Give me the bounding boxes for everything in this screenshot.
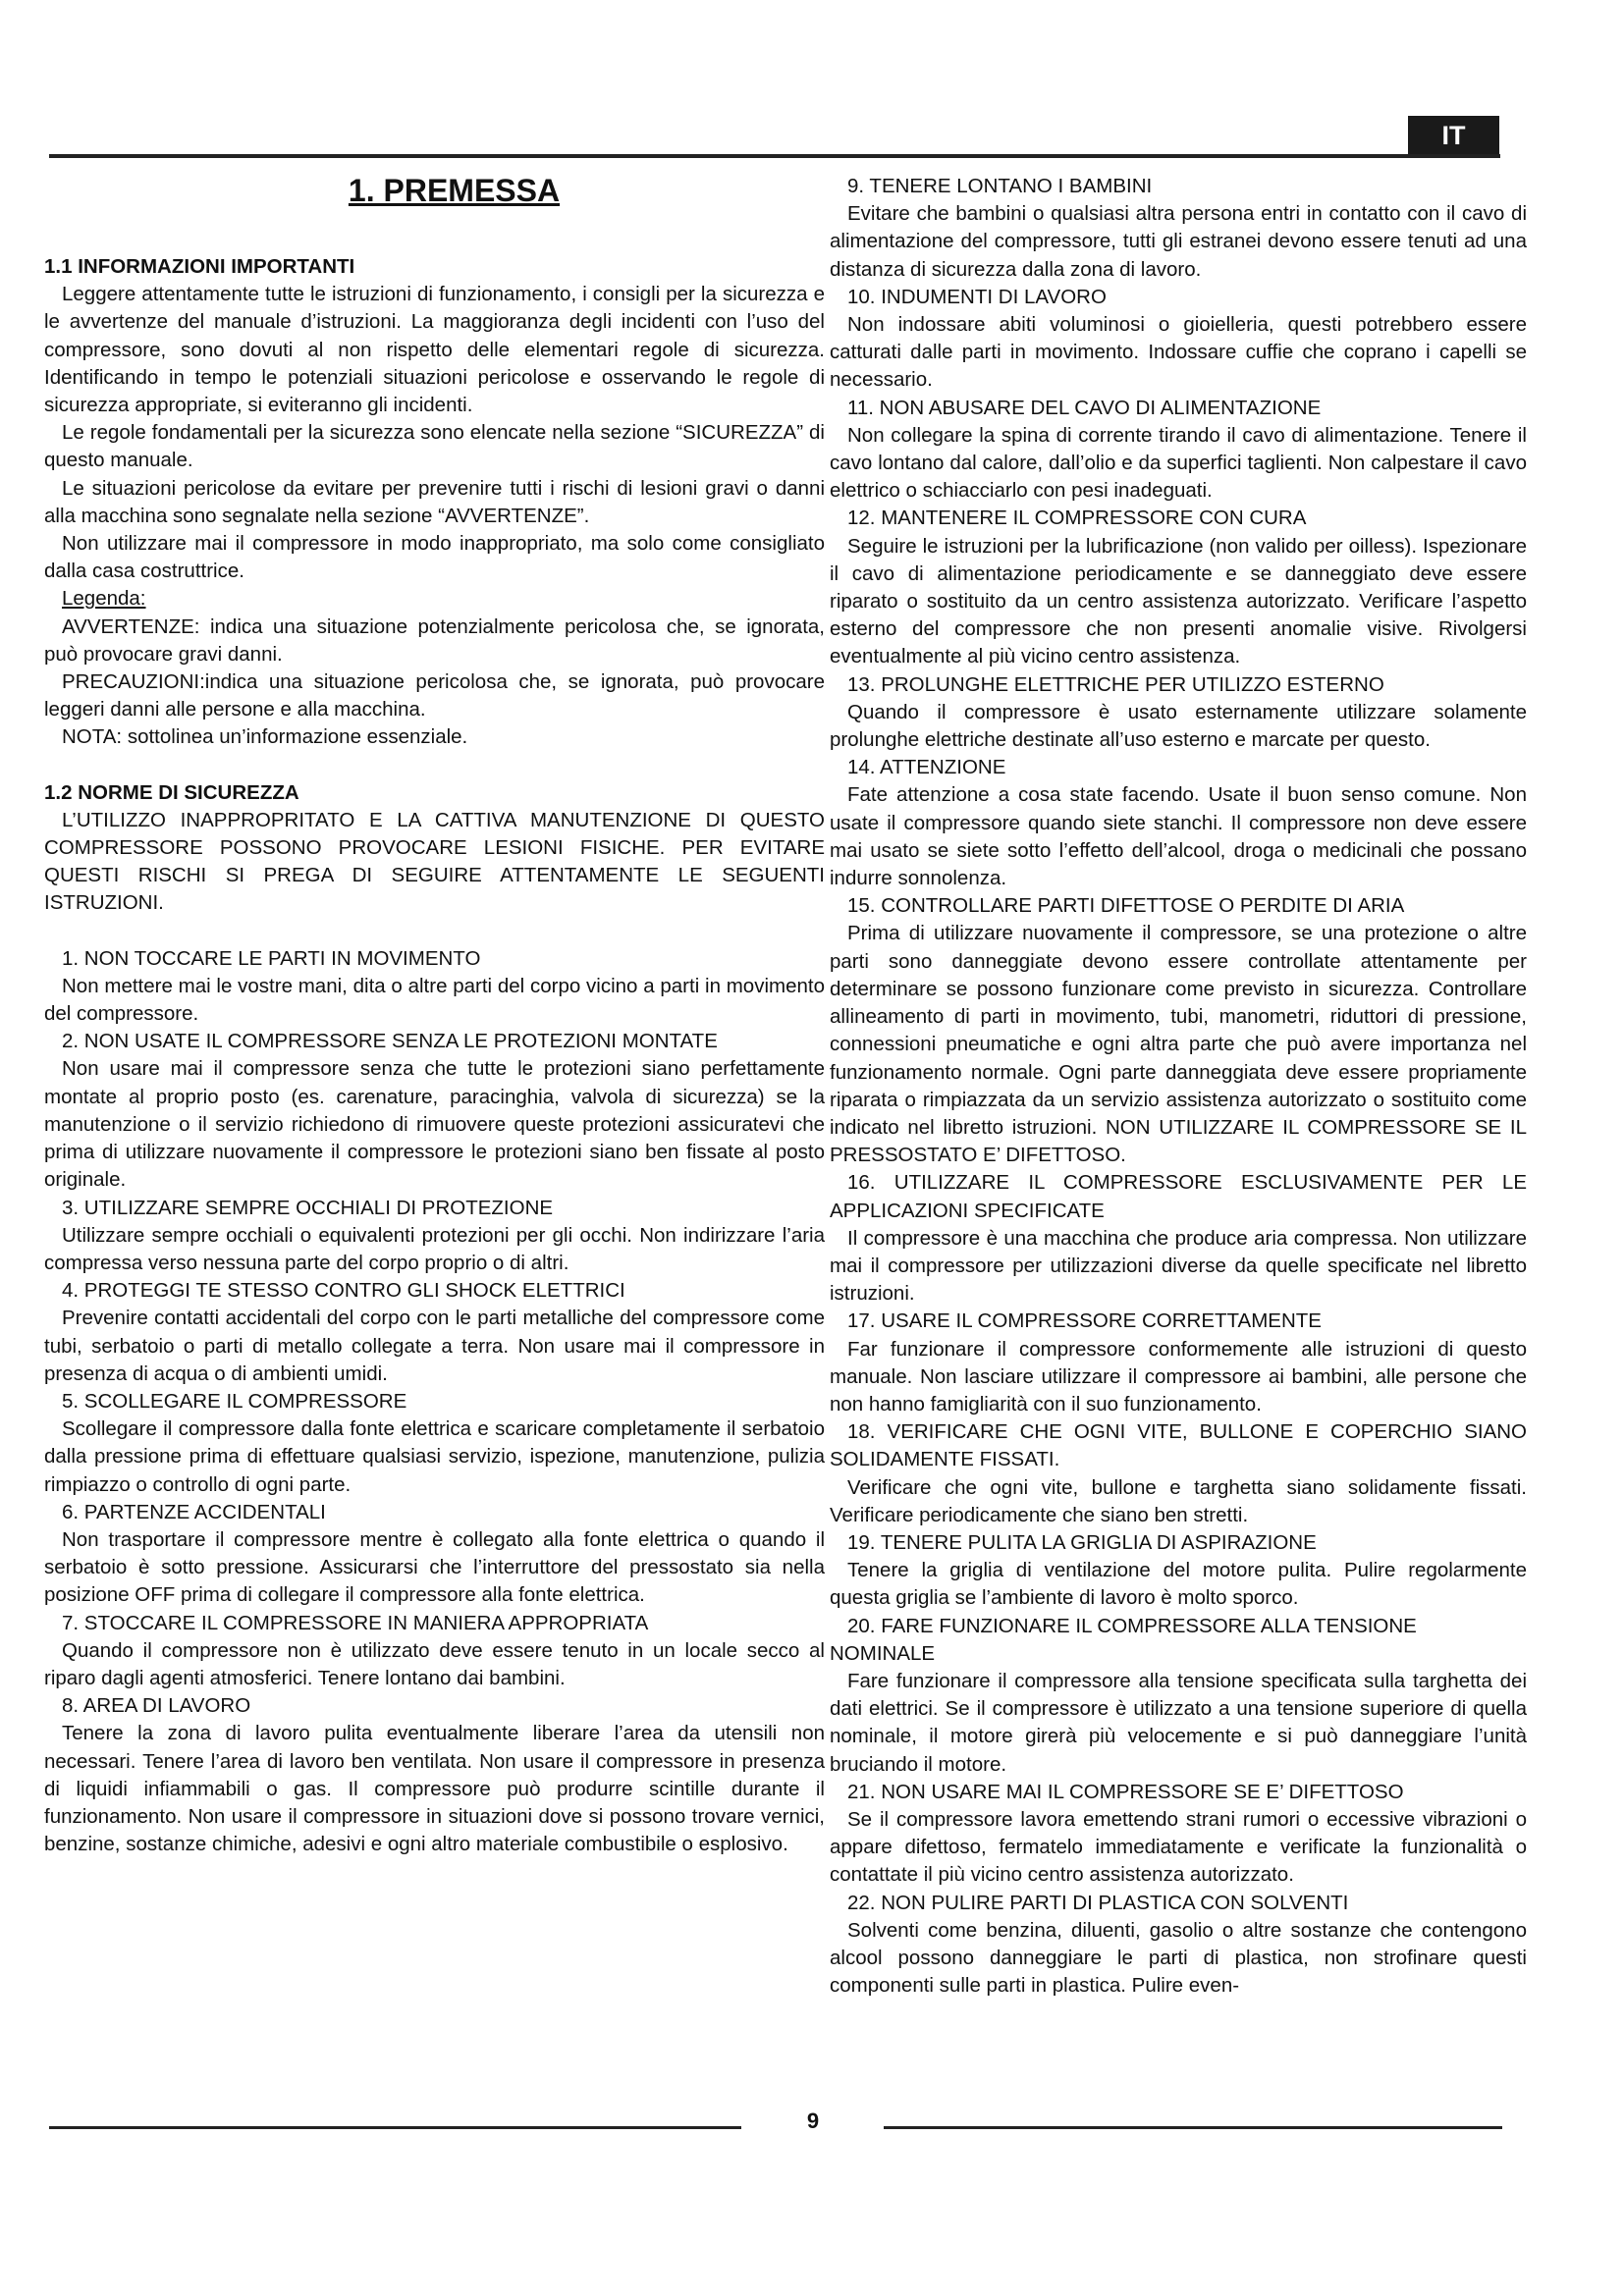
legend-caution: PRECAUZIONI:indica una situazione pericolosa che, se ignorata, può provocare leggeri danni alle persone e alla macchina. bbox=[44, 670, 825, 721]
rule-heading: 8. AREA DI LAVORO bbox=[62, 1694, 251, 1718]
rule-text: Utilizzare sempre occhiali o equivalenti protezioni per gli occhi. Non indirizzare l’aria compressa verso nessuna parte del corpo proprio o di altri. bbox=[44, 1223, 825, 1274]
rule-text: Non collegare la spina di corrente tirando il cavo di alimentazione. Tenere il cavo lontano dal calore, dall’olio e da superfici taglienti. Non calpestare il cavo elettrico o schiacciarlo con pesi inadeguati. bbox=[830, 423, 1527, 503]
rule-heading: 19. TENERE PULITA LA GRIGLIA DI ASPIRAZIONE bbox=[847, 1530, 1317, 1554]
rule-heading: 6. PARTENZE ACCIDENTALI bbox=[62, 1500, 326, 1523]
rule-heading: 16. UTILIZZARE IL COMPRESSORE ESCLUSIVAMENTE PER LE APPLICAZIONI SPECIFICATE bbox=[830, 1171, 1527, 1222]
page-number: 9 bbox=[806, 2109, 820, 2133]
rule-text: Quando il compressore è usato esternamente utilizzare solamente prolunghe elettriche destinate all’uso esterno e marcate per questo. bbox=[830, 700, 1527, 752]
rule-text: Prima di utilizzare nuovamente il compressore, se una protezione o altre parti sono danneggiate devono essere controllate attentamente per determinare se possono funzionare come previsto in sicurezza. Controllare allineamento di parti in movimento, tubi, manometri, riduttori di pressione, connessioni pneumatiche e ogni altra parte che può avere importanza nel funzionamento normale. Ogni parte danneggiata deve essere propriamente riparata o rimpiazzata da un servizio assistenza autorizzato o sostituito come indicato nel libretto istruzioni. NON UTILIZZARE IL COMPRESSORE SE IL PRESSOSTATO E’ DIFETTOSO. bbox=[830, 922, 1527, 1167]
paragraph: Leggere attentamente tutte le istruzioni di funzionamento, i consigli per la sicurezza e le avvertenze del manuale d’istruzioni. La maggioranza degli incidenti con l’uso del compressore, sono dovuti al non rispetto delle elementari regole di sicurezza. Identificando in tempo le potenziali situazioni pericolose e osservando le regole di sicurezza appropriate, si eviteranno gli incidenti. bbox=[44, 283, 825, 417]
rule-text: Scollegare il compressore dalla fonte elettrica e scaricare completamente il serbatoio dalla pressione prima di effettuare qualsiasi servizio, ispezione, manutenzione, pulizia rimpiazzo o controllo di ogni parte. bbox=[44, 1417, 825, 1496]
rule-heading: 7. STOCCARE IL COMPRESSORE IN MANIERA APPROPRIATA bbox=[62, 1611, 649, 1634]
rule-heading: 5. SCOLLEGARE IL COMPRESSORE bbox=[62, 1389, 407, 1413]
left-column bbox=[44, 173, 825, 1858]
header-rule bbox=[49, 154, 1500, 158]
rule-heading: 14. ATTENZIONE bbox=[847, 756, 1006, 779]
rule-text: Il compressore è una macchina che produce aria compressa. Non utilizzare mai il compressore per utilizzazioni diverse da quelle specificate nel libretto istruzioni. bbox=[830, 1226, 1527, 1306]
paragraph: Le situazioni pericolose da evitare per prevenire tutti i rischi di lesioni gravi o danni alla macchina sono segnalate nella sezione “AVVERTENZE”. bbox=[44, 476, 825, 527]
rule-heading: 20. FARE FUNZIONARE IL COMPRESSORE ALLA TENSIONE NOMINALE bbox=[830, 1614, 1417, 1665]
rule-heading: 10. INDUMENTI DI LAVORO bbox=[847, 285, 1107, 308]
paragraph: Le regole fondamentali per la sicurezza sono elencate nella sezione “SICUREZZA” di questo manuale. bbox=[44, 421, 825, 472]
rule-text: Fate attenzione a cosa state facendo. Usate il buon senso comune. Non usate il compressore quando siete stanchi. Il compressore non deve essere mai usato se siete sotto l’effetto dell’alcool, droga o medicinali che possano indurre sonnolenza. bbox=[830, 783, 1527, 890]
footer-rule-left bbox=[49, 2126, 741, 2129]
legend-label: Legenda: bbox=[62, 587, 146, 611]
rule-text: Non usare mai il compressore senza che tutte le protezioni siano perfettamente montate al proprio posto (es. carenature, paracinghia, valvola di sicurezza) se la manutenzione o il servizio richiedono di rimuovere queste protezioni assicuratevi che prima di utilizzare nuovamente il compressore le protezioni siano ben fissate al posto originale. bbox=[44, 1057, 825, 1192]
rule-text: Non trasportare il compressore mentre è collegato alla fonte elettrica o quando il serbatoio è sotto pressione. Assicurarsi che l’interruttore del pressostato sia nella posizione OFF prima di collegare il compressore alla fonte elettrica. bbox=[44, 1527, 825, 1607]
legend-warning: AVVERTENZE: indica una situazione potenzialmente pericolosa che, se ignorata, può provocare gravi danni. bbox=[44, 614, 825, 666]
page-title: 1. PREMESSA bbox=[348, 173, 561, 208]
rule-heading: 22. NON PULIRE PARTI DI PLASTICA CON SOLVENTI bbox=[847, 1891, 1349, 1914]
rule-heading: 4. PROTEGGI TE STESSO CONTRO GLI SHOCK ELETTRICI bbox=[62, 1279, 625, 1303]
paragraph: Non utilizzare mai il compressore in modo inappropriato, ma solo come consigliato dalla casa costruttrice. bbox=[44, 532, 825, 583]
rule-text: Verificare che ogni vite, bullone e targhetta siano solidamente fissati. Verificare periodicamente che siano ben stretti. bbox=[830, 1475, 1527, 1526]
rule-text: Se il compressore lavora emettendo strani rumori o eccessive vibrazioni o appare difettoso, fermatelo immediatamente e verificate la funzionalità o contattate il più vicino centro assistenza autorizzato. bbox=[830, 1807, 1527, 1887]
rule-text: Tenere la griglia di ventilazione del motore pulita. Pulire regolarmente questa griglia se l’ambiente di lavoro è molto sporco. bbox=[830, 1559, 1527, 1610]
section-heading-1-2: 1.2 NORME DI SICUREZZA bbox=[44, 780, 299, 804]
rule-text: Evitare che bambini o qualsiasi altra persona entri in contatto con il cavo di alimentazione del compressore, tutti gli estranei devono essere tenuti ad una distanza di sicurezza dalla zona di lavoro. bbox=[830, 202, 1527, 281]
rule-text: Tenere la zona di lavoro pulita eventualmente liberare l’area da utensili non necessari. Tenere l’area di lavoro ben ventilata. Non usare il compressore in presenza di liquidi infiammabili o gas. Il compressore può produrre scintille durante il funzionamento. Non usare il compressore in situazioni dove si possono trovare vernici, benzine, sostanze chimiche, adesivi e ogni altro materiale combustibile o esplosivo. bbox=[44, 1722, 825, 1856]
section-heading-1-1: 1.1 INFORMAZIONI IMPORTANTI bbox=[44, 255, 355, 278]
safety-intro: L’UTILIZZO INAPPROPRITATO E LA CATTIVA MANUTENZIONE DI QUESTO COMPRESSORE POSSONO PROVOCARE LESIONI FISICHE. PER EVITARE QUESTI RISCHI SI PREGA DI SEGUIRE ATTENTAMENTE LE SEGUENTI ISTRUZIONI. bbox=[44, 808, 825, 915]
rule-heading: 3. UTILIZZARE SEMPRE OCCHIALI DI PROTEZIONE bbox=[62, 1196, 554, 1219]
language-badge: IT bbox=[1408, 116, 1499, 155]
rule-text: Fare funzionare il compressore alla tensione specificata sulla targhetta dei dati elettrici. Se il compressore è utilizzato a una tensione superiore di quella nominale, il motore girerà più velocemente e si può danneggiare l’unità bruciando il motore. bbox=[830, 1669, 1527, 1776]
footer-rule-right bbox=[884, 2126, 1502, 2129]
rule-text: Quando il compressore non è utilizzato deve essere tenuto in un locale secco al riparo dagli agenti atmosferici. Tenere lontano dai bambini. bbox=[44, 1638, 825, 1689]
rule-text: Seguire le istruzioni per la lubrificazione (non valido per oilless). Ispezionare il cavo di alimentazione periodicamente e se danneggiato deve essere riparato o sostituito da un centro assistenza autorizzato. Verificare l’aspetto esterno del compressore che non presenti anomalie visive. Rivolgersi eventualmente al più vicino centro assistenza. bbox=[830, 534, 1527, 668]
rule-heading: 2. NON USATE IL COMPRESSORE SENZA LE PROTEZIONI MONTATE bbox=[62, 1030, 718, 1053]
legend-note: NOTA: sottolinea un’informazione essenziale. bbox=[62, 725, 468, 749]
rule-heading: 15. CONTROLLARE PARTI DIFETTOSE O PERDITE DI ARIA bbox=[847, 894, 1405, 918]
rule-text: Prevenire contatti accidentali del corpo con le parti metalliche del compressore come tubi, serbatoio o parti di metallo collegate a terra. Non usare mai il compressore in presenza di acqua o di ambienti umidi. bbox=[44, 1307, 825, 1385]
rule-heading: 1. NON TOCCARE LE PARTI IN MOVIMENTO bbox=[62, 946, 481, 970]
rule-text: Far funzionare il compressore conformemente alle istruzioni di questo manuale. Non lasciare utilizzare il compressore ai bambini, alle persone che non hanno famigliarità con il suo funzionamento. bbox=[830, 1337, 1527, 1415]
rule-heading: 18. VERIFICARE CHE OGNI VITE, BULLONE E COPERCHIO SIANO SOLIDAMENTE FISSATI. bbox=[830, 1420, 1527, 1471]
rule-heading: 21. NON USARE MAI IL COMPRESSORE SE E’ DIFETTOSO bbox=[847, 1780, 1404, 1803]
rule-heading: 9. TENERE LONTANO I BAMBINI bbox=[847, 175, 1153, 197]
right-column bbox=[830, 173, 1527, 2000]
rule-heading: 13. PROLUNGHE ELETTRICHE PER UTILIZZO ESTERNO bbox=[847, 672, 1384, 696]
rule-text: Solventi come benzina, diluenti, gasolio o altre sostanze che contengono alcool possono danneggiare le parti di plastica, non strofinare questi componenti sulle parti in plastica. Pulire even- bbox=[830, 1918, 1527, 1998]
rule-text: Non indossare abiti voluminosi o gioielleria, questi potrebbero essere catturati dalle parti in movimento. Indossare cuffie che coprano i capelli se necessario. bbox=[830, 313, 1527, 392]
rule-heading: 11. NON ABUSARE DEL CAVO DI ALIMENTAZIONE bbox=[847, 396, 1322, 419]
rule-text: Non mettere mai le vostre mani, dita o altre parti del corpo vicino a parti in movimento del compressore. bbox=[44, 974, 825, 1026]
rule-heading: 17. USARE IL COMPRESSORE CORRETTAMENTE bbox=[847, 1309, 1322, 1333]
rule-heading: 12. MANTENERE IL COMPRESSORE CON CURA bbox=[847, 507, 1307, 530]
